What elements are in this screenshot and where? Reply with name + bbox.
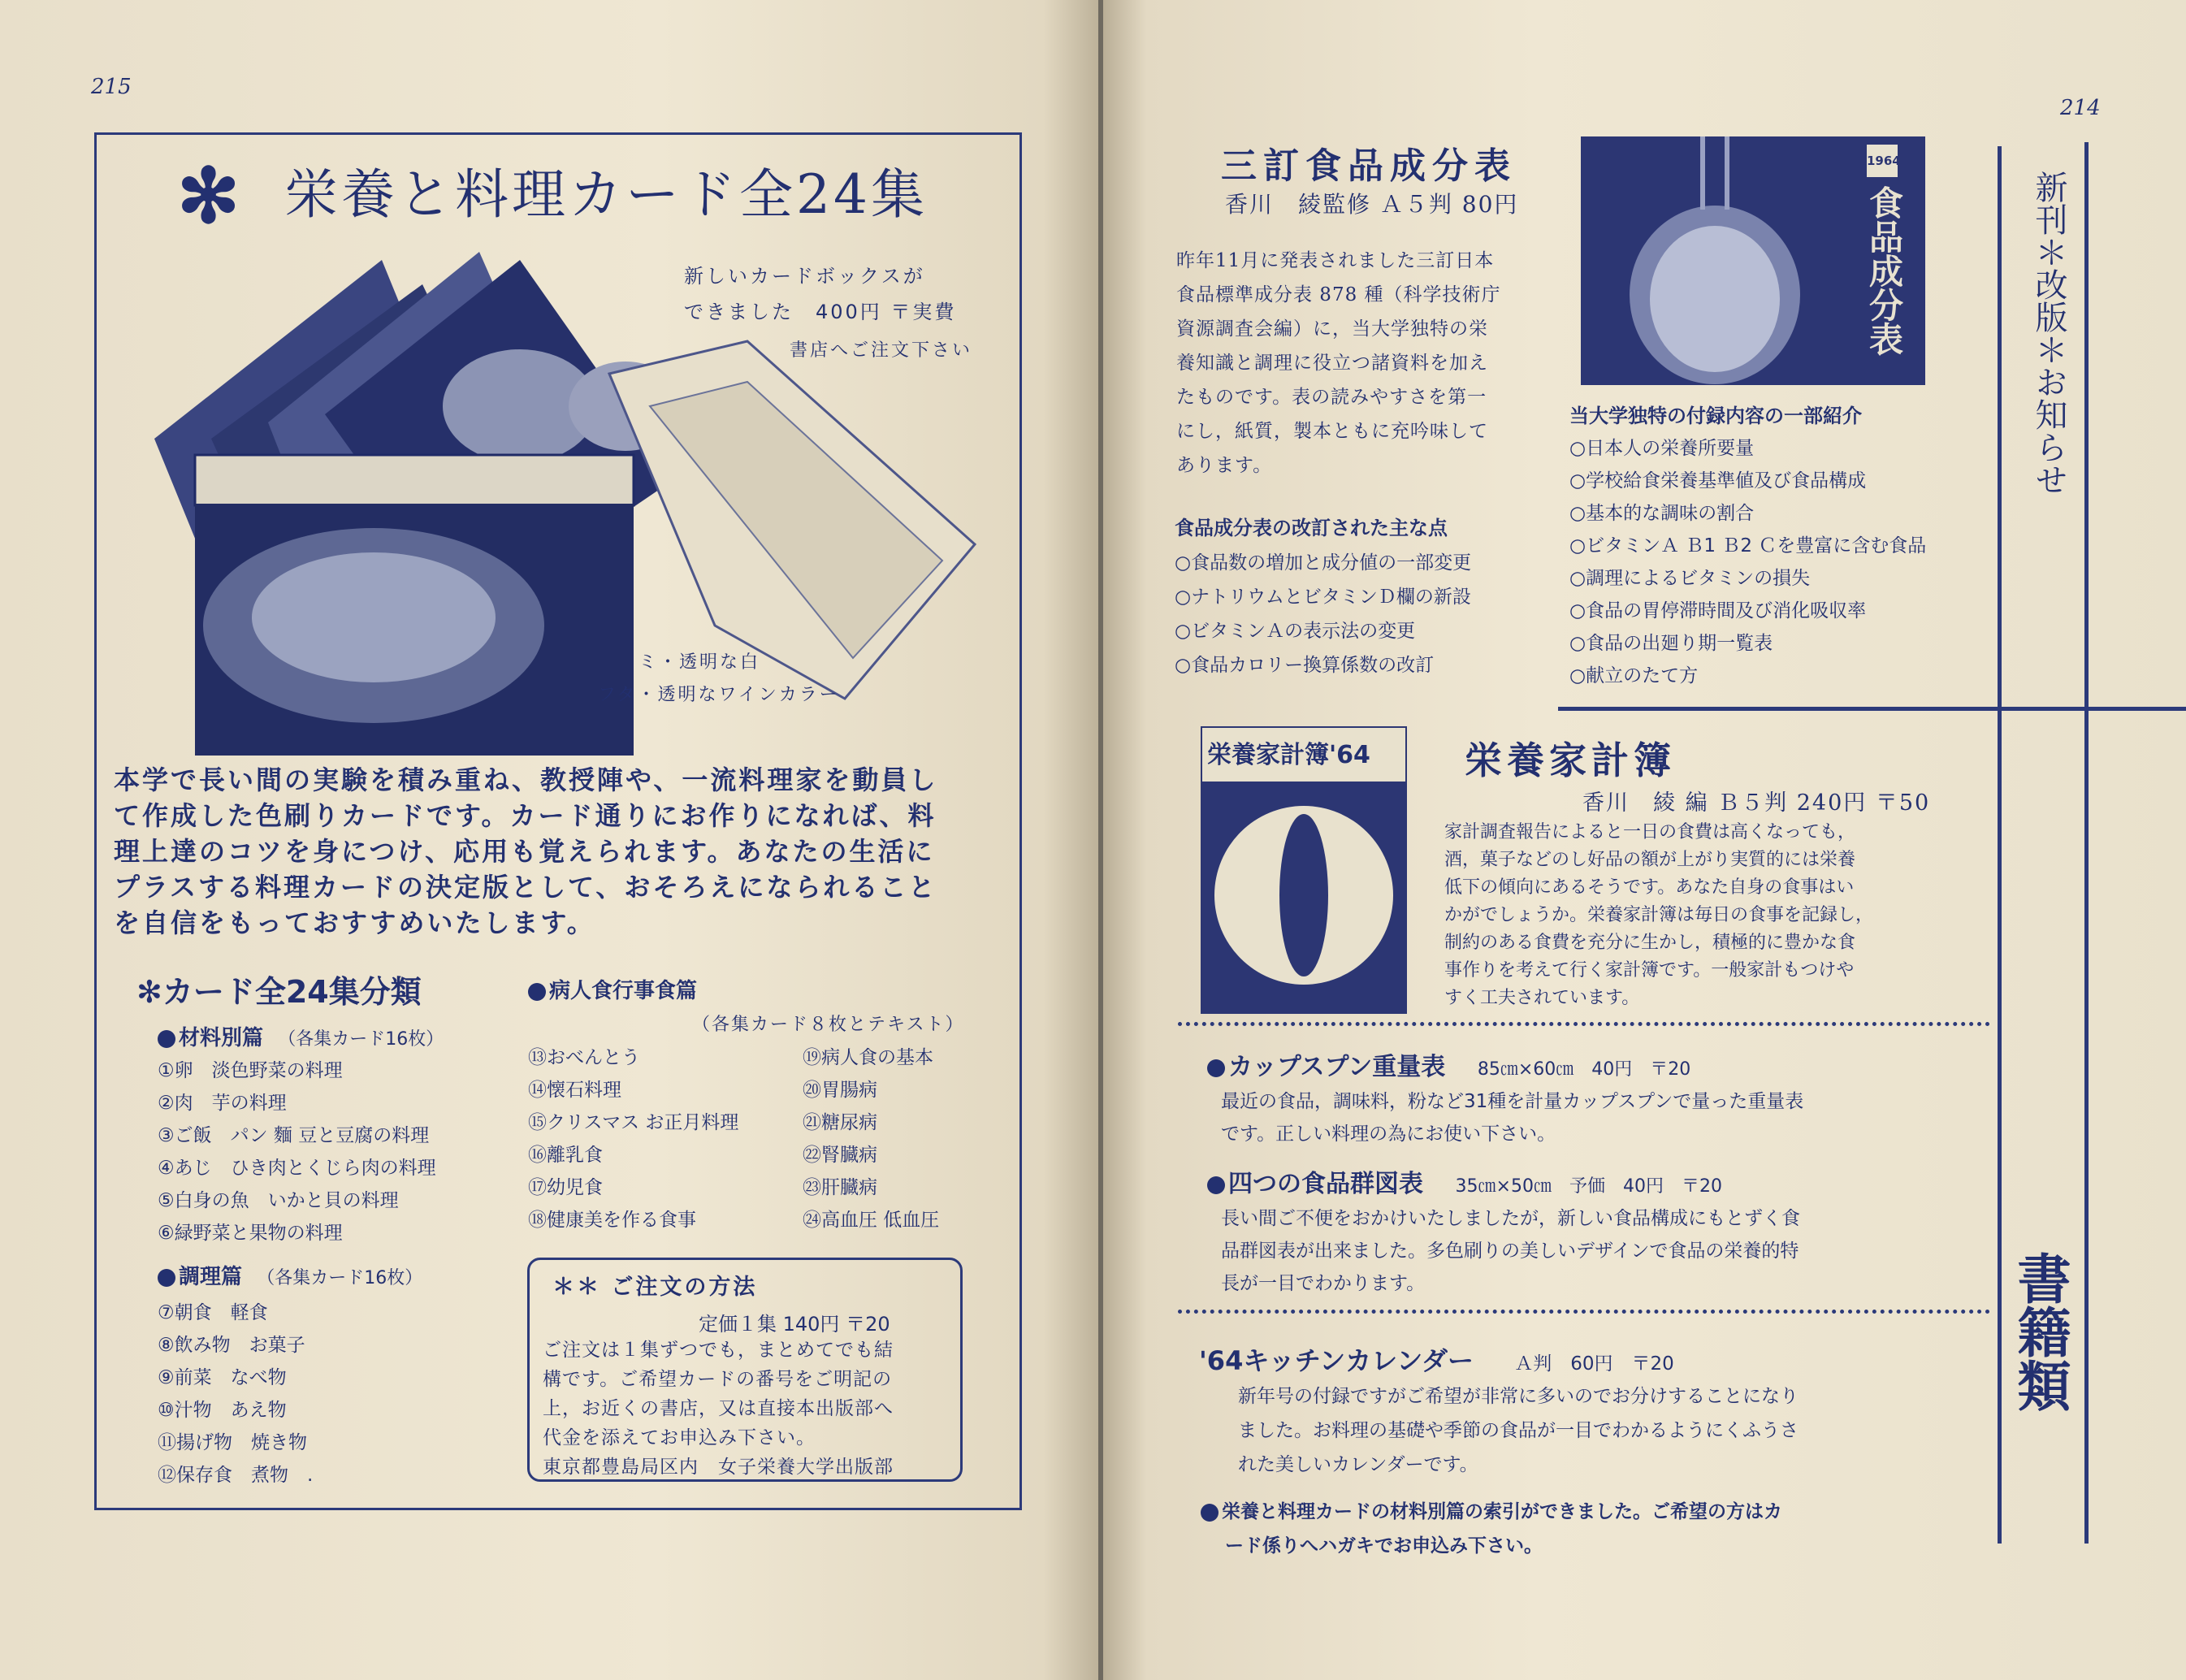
body-line: たものです。表の読みやすさを第一 (1176, 387, 1487, 408)
item3-title: '64キッチンカレンダー (1199, 1345, 1474, 1376)
box-caption-1: ミ・透明な白 (638, 652, 761, 673)
list-item: ㉓肝臓病 (803, 1177, 877, 1198)
asterisk-icon: ✻ (136, 974, 162, 1010)
side-title: 新刊＊改版＊お知らせ (2030, 171, 2067, 496)
item2-meta: 35㎝×50㎝ 予価 40円 〒20 (1455, 1176, 1722, 1197)
list-item: ④あじ ひき肉とくじら肉の料理 (158, 1158, 436, 1179)
list-item: ②肉 芋の料理 (158, 1093, 287, 1114)
material-heading-wrap (158, 1022, 444, 1056)
book1-changes (1175, 546, 1471, 682)
bullet-icon (1207, 1059, 1225, 1077)
list-item: ①卵 淡色野菜の料理 (158, 1060, 343, 1081)
book1-meta: 香川 綾監修 Ａ５判 80円 (1225, 191, 1519, 218)
list-item: ○食品の胃停滞時間及び消化吸収率 (1569, 600, 1867, 621)
material-heading: 材料別篇 (179, 1026, 264, 1050)
index-notice (1201, 1495, 1782, 1563)
list-item: ⑪揚げ物 焼き物 (158, 1432, 307, 1453)
body-line: あります。 (1176, 455, 1273, 476)
body-line: 酒，菓子などのし好品の額が上がり実質的には栄養 (1444, 850, 1856, 870)
intro-line: を自信をもっておすすめいたします。 (114, 907, 595, 938)
list-item: ③ご飯 パン 麵 豆と豆腐の料理 (158, 1125, 430, 1146)
body-line: 長い間ご不便をおかけいたしましたが，新しい食品構成にもとずく食 (1221, 1208, 1800, 1229)
right-page (1103, 0, 2186, 1680)
body-line: 養知識と調理に役立つ諸資料を加え (1176, 353, 1488, 374)
asterisk-icon: ✻ (177, 152, 240, 240)
item1-title: カップスプン重量表 (1228, 1053, 1446, 1081)
order-title: ＊＊ ご注文の方法 (552, 1275, 758, 1300)
body-line: 長が一目でわかります。 (1221, 1273, 1426, 1294)
order-line: 上，お近くの書店，又は直接本出版部へ (543, 1398, 894, 1419)
body-line: 新年号の付録ですがご希望が非常に多いのでお分けすることになり (1238, 1386, 1799, 1407)
book2-cover (1201, 726, 1407, 1014)
item1-body (1221, 1085, 1803, 1150)
page-number-right: 214 (2060, 96, 2101, 120)
bullet-icon (158, 1030, 175, 1048)
list-item: ○基本的な調味の割合 (1569, 503, 1755, 524)
book2-meta: 香川 綾 編 Ｂ５判 240円 〒50 (1582, 790, 1931, 816)
list-item: ⑲病人食の基本 (803, 1047, 933, 1068)
intro-line: て作成した色刷りカードです。カード通りにお作りになれば、料 (114, 800, 937, 831)
list-item: ○ナトリウムとビタミンＤ欄の新設 (1175, 587, 1471, 608)
sick-heading-wrap (528, 975, 697, 1007)
cooking-heading: 調理篇 (179, 1265, 243, 1289)
list-item: ○ビタミンＡ Ｂ1 Ｂ2 Ｃを豊富に含む食品 (1569, 535, 1927, 556)
classification-title-wrap (136, 972, 422, 1012)
body-line: れた美しいカレンダーです。 (1238, 1454, 1478, 1475)
classification-title: カード全24集分類 (162, 974, 422, 1010)
list-item: ⑬おべんとう (528, 1047, 640, 1068)
list-item: ○食品の出廻り期一覧表 (1569, 633, 1773, 654)
list-item: ⑫保存食 煮物 . (158, 1465, 314, 1486)
item2-body (1221, 1202, 1800, 1300)
book1-changes-title: 食品成分表の改訂された主な点 (1175, 517, 1448, 539)
list-item: ⑤白身の魚 いかと貝の料理 (158, 1190, 399, 1211)
list-item: ⑨前菜 なべ物 (158, 1367, 287, 1388)
headline: 栄養と料理カード全24集 (284, 163, 928, 226)
material-sub: （各集カード16枚） (278, 1029, 444, 1050)
cooking-list (158, 1297, 313, 1492)
list-item: ○日本人の栄養所要量 (1569, 438, 1755, 459)
side-rule-left (1998, 146, 2002, 1544)
box-caption-2: フタ・透明なワインカラー (598, 685, 840, 705)
list-item: ⑧飲み物 お菓子 (158, 1335, 305, 1356)
list-item: ⑥緑野菜と果物の料理 (158, 1223, 343, 1244)
book2-body (1444, 819, 1873, 1012)
item2-title: 四つの食品群図表 (1228, 1170, 1423, 1198)
order-price: 定価１集 140円 〒20 (699, 1313, 890, 1336)
cover-year: 1964 (1867, 145, 1898, 177)
intro-line: プラスする料理カードの決定版として、おそろえになられること (114, 872, 937, 903)
list-item: ○食品カロリー換算係数の改訂 (1175, 655, 1435, 676)
body-line: 食品標準成分表 878 種（科学技術庁 (1176, 284, 1501, 305)
list-item: ㉑糖尿病 (803, 1112, 877, 1133)
list-item: ⑭懐石料理 (528, 1080, 621, 1101)
item3-heading (1199, 1340, 1674, 1378)
list-item: ○調理によるビタミンの損失 (1569, 568, 1811, 589)
order-line: 構です。ご希望カードの番号をご明記の (543, 1369, 893, 1390)
item2-heading (1207, 1163, 1722, 1199)
cooking-heading-wrap (158, 1261, 422, 1295)
material-list (158, 1054, 436, 1249)
body-line: すく工夫されています。 (1444, 988, 1640, 1008)
list-item: ⑯離乳食 (528, 1145, 603, 1166)
bullet-icon (158, 1269, 175, 1287)
sick-heading: 病人食行事食篇 (549, 979, 698, 1003)
list-item: ㉒腎臓病 (803, 1145, 877, 1166)
list-item: ○献立のたて方 (1569, 665, 1699, 686)
list-item: ⑰幼児食 (528, 1177, 603, 1198)
order-text (543, 1336, 894, 1482)
list-item: ⑱健康美を作る食事 (528, 1210, 696, 1231)
bullet-icon (528, 983, 546, 1001)
body-line: にし，紙質，製本ともに充吟味して (1176, 421, 1488, 442)
bullet-icon (1207, 1176, 1225, 1194)
item3-body (1238, 1379, 1799, 1482)
book1-cover (1581, 136, 1925, 385)
dotted-divider (1178, 1310, 1990, 1314)
sick-sub: （各集カード８枚とテキスト） (692, 1015, 965, 1035)
intro-line: 本学で長い間の実験を積み重ね、教授陣や、一流料理家を動員し (114, 764, 938, 795)
body-line: ました。お料理の基礎や季節の食品が一目でわかるようにくふうさ (1238, 1420, 1799, 1441)
item3-meta: Ａ判 60円 〒20 (1514, 1353, 1674, 1375)
item1-heading (1207, 1046, 1690, 1082)
book2-title: 栄養家計簿 (1465, 738, 1676, 782)
body-line: 家計調査報告によると一日の食費は高くなっても， (1444, 822, 1856, 842)
book1-appendix (1569, 432, 1926, 692)
bullet-icon (1201, 1504, 1219, 1522)
box-notice-2: できました 400円 〒実費 (684, 301, 957, 323)
book1-body (1176, 244, 1501, 483)
body-line: です。正しい料理の為にお使い下さい。 (1221, 1124, 1556, 1145)
list-item: ㉔高血圧 低血圧 (803, 1210, 940, 1231)
dotted-divider (1178, 1022, 1990, 1026)
list-item: ○食品数の増加と成分値の一部変更 (1175, 552, 1472, 574)
body-line: 昨年11月に発表されました三訂日本 (1176, 250, 1495, 271)
body-line: かがでしょうか。栄養家計簿は毎日の食事を記録し， (1444, 905, 1874, 925)
notice-line: ード係りへハガキでお申込み下さい。 (1225, 1535, 1543, 1557)
apple-illustration (1202, 782, 1405, 1012)
intro-paragraph (114, 762, 1015, 941)
notice-line: 栄養と料理カードの材料別篇の索引ができました。ご希望の方はカ (1222, 1501, 1782, 1522)
box-notice-1: 新しいカードボックスが (684, 265, 925, 288)
list-item: ⑩汁物 あえ物 (158, 1400, 287, 1421)
item1-meta: 85㎝×60㎝ 40円 〒20 (1477, 1059, 1691, 1080)
book1-title: 三訂食品成分表 (1221, 145, 1517, 187)
body-line: 事作りを考えて行く家計簿です。一般家計もつけや (1444, 960, 1855, 981)
sick-list-col1 (528, 1041, 738, 1236)
order-line: 代金を添えてお申込み下さい。 (543, 1427, 816, 1448)
cover-title: 食品成分表 (1864, 185, 1904, 356)
body-line: 資源調査会編）に，当大学独特の栄 (1176, 318, 1488, 340)
side-category: 書籍類 (2008, 1251, 2071, 1412)
book1-appendix-title: 当大学独特の付録内容の一部紹介 (1569, 405, 1862, 427)
list-item: ⑳胃腸病 (803, 1080, 877, 1101)
body-line: 品群図表が出来ました。多色刷りの美しいデザインで食品の栄養的特 (1221, 1241, 1799, 1262)
list-item: ⑮クリスマス お正月料理 (528, 1112, 739, 1133)
body-line: 低下の傾向にあるそうです。あなた自身の食事はい (1444, 877, 1855, 898)
body-line: 最近の食品，調味料，粉など31種を計量カップスプンで量った重量表 (1221, 1091, 1804, 1112)
order-address: 東京都豊島局区内 女子栄養大学出版部 (543, 1457, 894, 1478)
intro-line: 理上達のコツを身につけ、応用も覚えられます。あなたの生活に (114, 836, 935, 867)
cooking-sub: （各集カード16枚） (257, 1268, 423, 1288)
section-divider (1558, 707, 2186, 711)
side-rule-right (2084, 142, 2089, 1544)
sick-list-col2 (803, 1041, 939, 1236)
order-line: ご注文は１集ずつでも，まとめてでも結 (543, 1340, 894, 1361)
box-notice-3: 書店へご注文下さい (790, 340, 973, 361)
list-item: ⑦朝食 軽食 (158, 1302, 268, 1323)
book2-cover-label: 栄養家計簿'64 (1207, 741, 1370, 769)
body-line: 制約のある食費を充分に生かし，積極的に豊かな食 (1444, 933, 1856, 953)
list-item: ○ビタミンＡの表示法の変更 (1175, 621, 1416, 642)
list-item: ○学校給食栄養基準値及び食品構成 (1569, 470, 1867, 491)
page-number-left: 215 (91, 75, 132, 99)
